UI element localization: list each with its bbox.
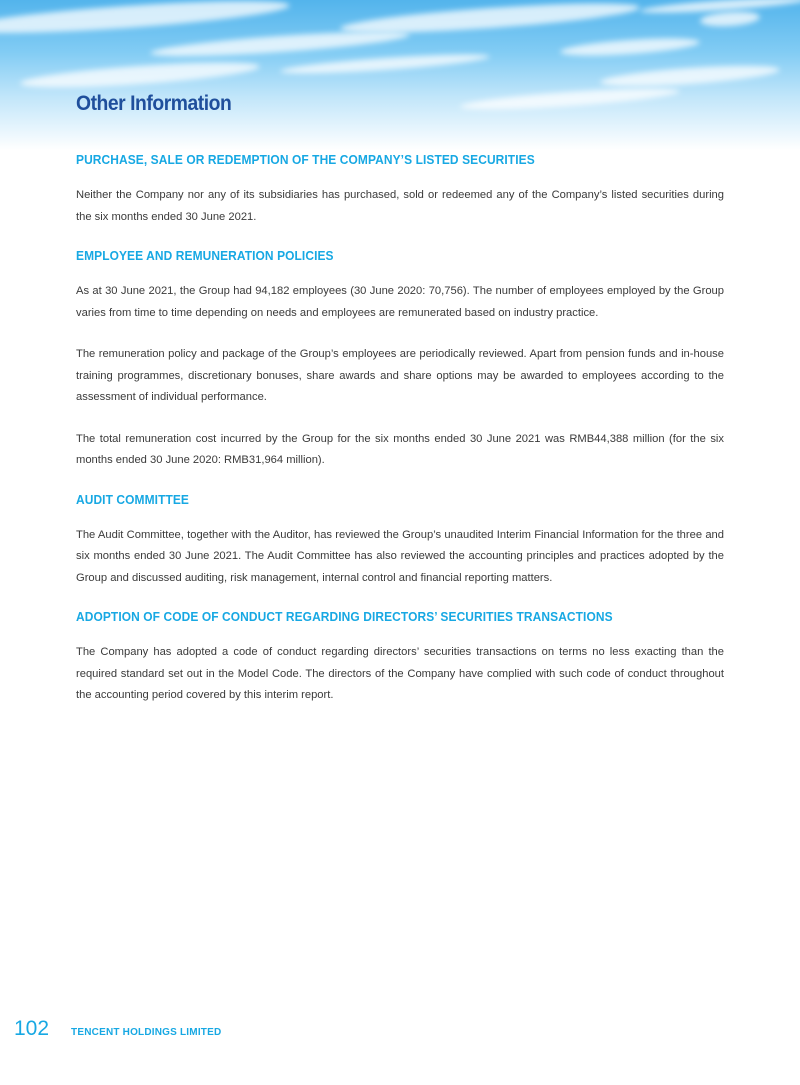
document-body — [76, 152, 724, 707]
section-heading-code-of-conduct: ADOPTION OF CODE OF CONDUCT REGARDING DIRECTORS’ SECURITIES TRANSACTIONS — [76, 609, 613, 624]
page-title: Other Information — [76, 92, 232, 115]
company-name: TENCENT HOLDINGS LIMITED — [71, 1027, 222, 1038]
header-sky-banner — [0, 0, 800, 150]
section-heading-audit-committee: AUDIT COMMITTEE — [76, 491, 190, 507]
paragraph: The Audit Committee, together with the Auditor, has reviewed the Group’s unaudited Interim Financial Information for the three and six months ended 30 June 2021. The Audit Committee has also reviewed the accounting principles and practices adopted by the Group and discussed auditing, risk management, internal control and financial reporting matters. — [76, 528, 724, 584]
paragraph: The total remuneration cost incurred by the Group for the six months ended 30 June 2021 was RMB44,388 million (for the six months ended 30 June 2020: RMB31,964 million). — [76, 432, 724, 466]
paragraph: The remuneration policy and package of the Group’s employees are periodically reviewed. Apart from pension funds and in-house training programmes, discretionary bonuses, share awards and share options may be awarded to employees according to the assessment of individual performance. — [76, 348, 724, 403]
section-heading-employee-remuneration: EMPLOYEE AND REMUNERATION POLICIES — [76, 248, 334, 263]
page-number: 102 — [14, 1017, 50, 1040]
page-footer — [14, 1017, 221, 1041]
section-heading-purchase-sale-redemption: PURCHASE, SALE OR REDEMPTION OF THE COMPANY’S LISTED SECURITIES — [76, 152, 535, 167]
paragraph: Neither the Company nor any of its subsidiaries has purchased, sold or redeemed any of the Company’s listed securities during the six months ended 30 June 2021. — [76, 189, 724, 223]
paragraph: As at 30 June 2021, the Group had 94,182 employees (30 June 2020: 70,756). The number of employees employed by the Group varies from time to time depending on needs and employees are remunerated based on industry practice. — [76, 285, 724, 319]
paragraph: The Company has adopted a code of conduct regarding directors’ securities transactions on terms no less exacting than the required standard set out in the Model Code. The directors of the Company have complied with such code of conduct throughout the accounting period covered by this interim report. — [76, 646, 724, 701]
